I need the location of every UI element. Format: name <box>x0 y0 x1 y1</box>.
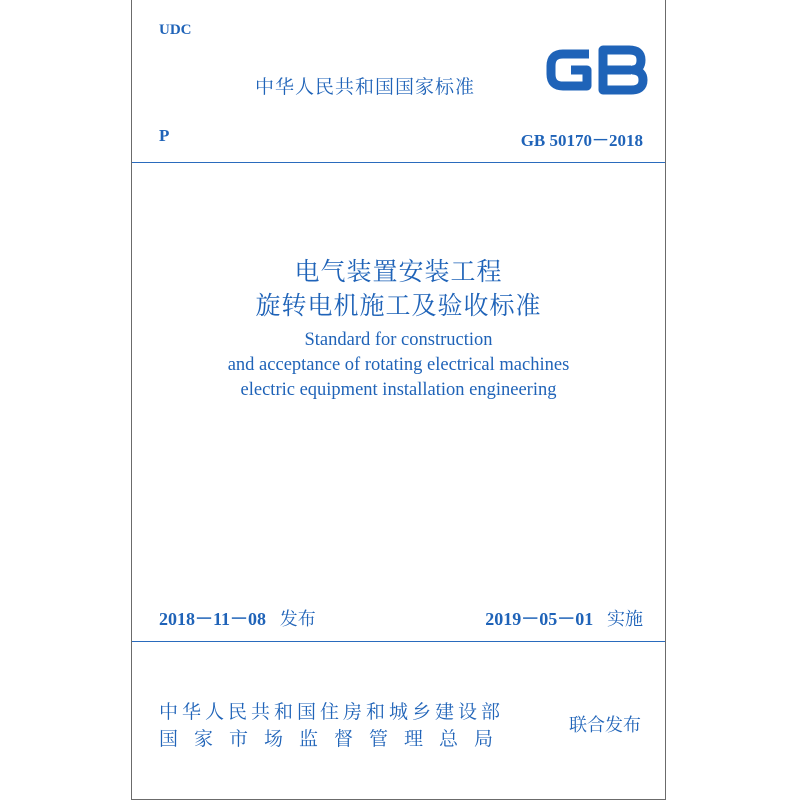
category-code: P <box>159 126 170 145</box>
standard-number: GB 50170－2018 <box>520 131 643 150</box>
issue-date: 2018－11－08 <box>159 609 267 629</box>
issuer-line1: 中华人民共和国住房和城乡建设部 <box>159 701 505 723</box>
joint-issue-label: 联合发布 <box>569 715 641 736</box>
effective-block <box>485 605 643 631</box>
title-zh-line1: 电气装置安装工程 <box>294 257 503 286</box>
title-en-line2: and acceptance of rotating electrical machines <box>227 355 570 375</box>
national-standard-label: 中华人民共和国国家标准 <box>255 76 476 98</box>
udc-label: UDC <box>159 22 192 38</box>
gb-logo-icon <box>543 44 651 96</box>
effective-label: 实施 <box>607 609 643 630</box>
title-zh-line2: 旋转电机施工及验收标准 <box>255 291 542 320</box>
issuer-line2: 国家市场监督管理总局 <box>159 728 510 750</box>
issue-block <box>159 605 316 631</box>
title-en-line3: electric equipment installation engineering <box>240 380 557 400</box>
header-divider <box>132 162 665 163</box>
issue-label: 发布 <box>279 609 316 630</box>
title-en-line1: Standard for construction <box>304 330 493 350</box>
standard-cover <box>131 0 666 800</box>
effective-date: 2019－05－01 <box>485 609 594 629</box>
footer-divider <box>132 641 665 642</box>
